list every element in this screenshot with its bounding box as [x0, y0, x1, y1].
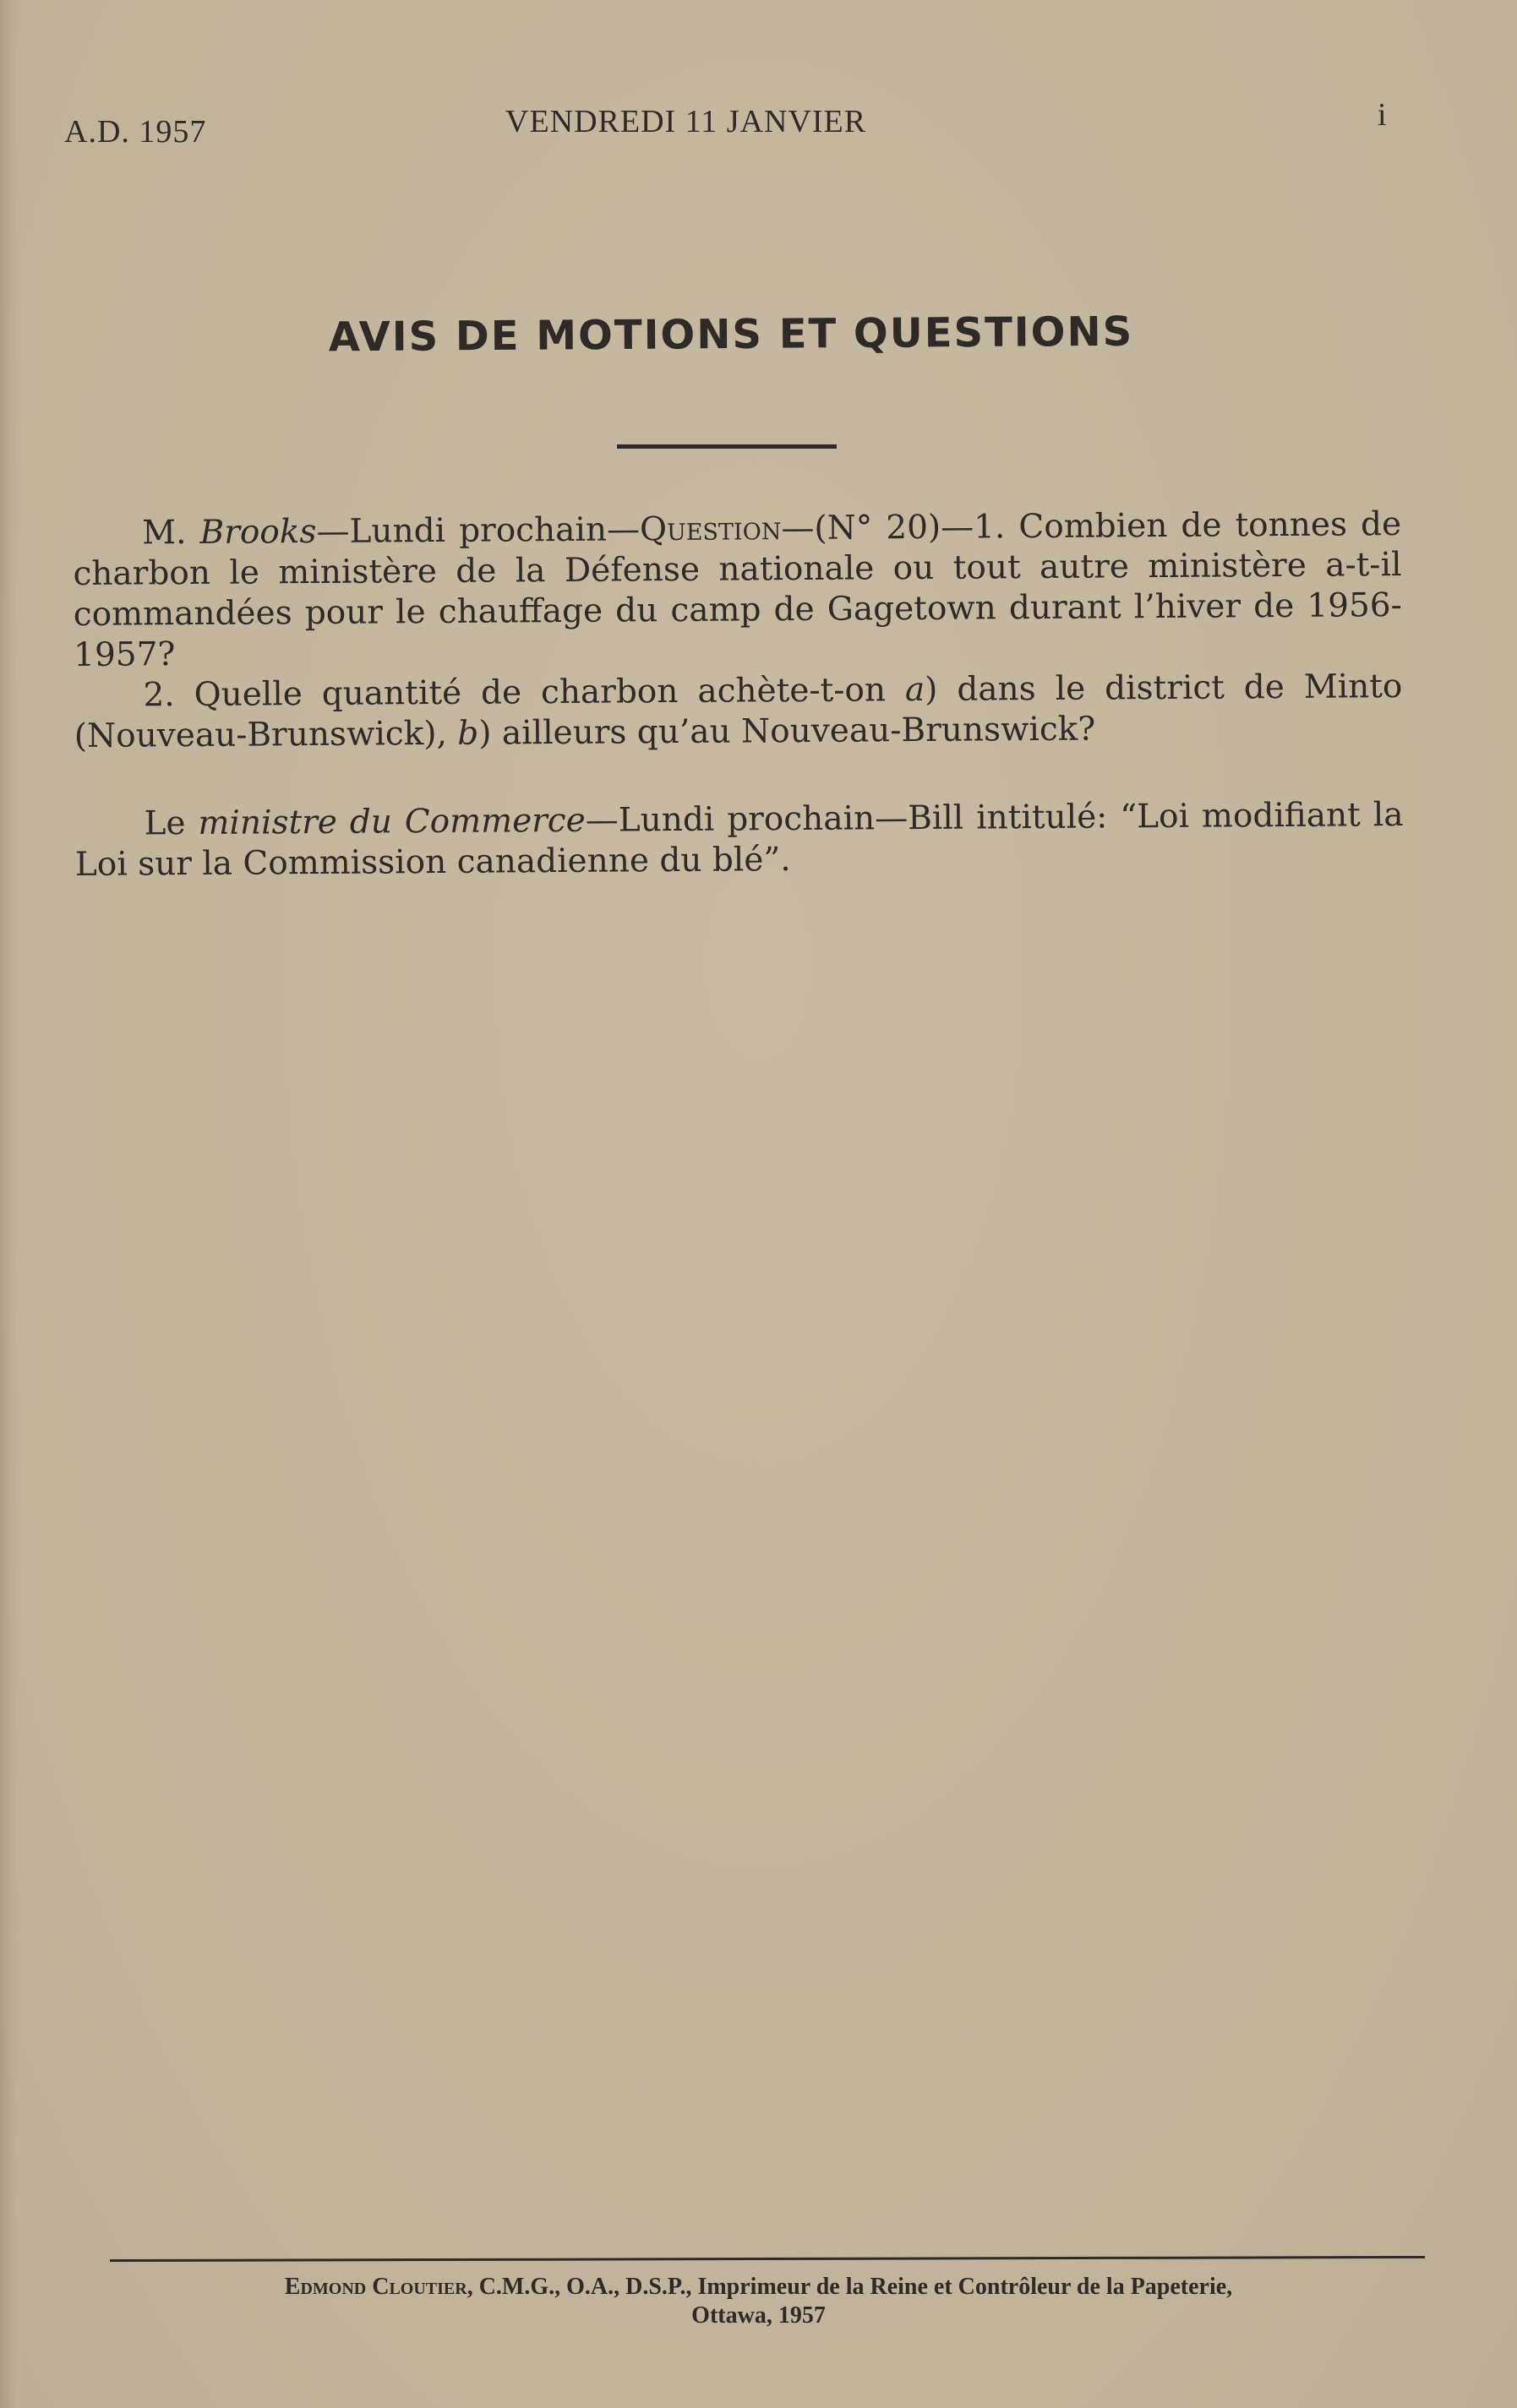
- notice-minister-bill: [74, 795, 1404, 885]
- page-header: [0, 97, 1517, 154]
- notice-brooks-part2: [74, 667, 1403, 757]
- notice2-prefix: Le: [144, 804, 199, 843]
- header-date: VENDREDI 11 JANVIER: [505, 104, 867, 139]
- printer-name: Edmond Cloutier: [284, 2274, 467, 2300]
- notice1-question-word: Question: [639, 509, 782, 549]
- header-year: A.D. 1957: [64, 114, 207, 150]
- printer-titles: , C.M.G., O.A., D.S.P., Imprimeur de la Reine et Contrôleur de la Papeterie,: [467, 2274, 1233, 2300]
- notice-brooks-question: [73, 504, 1402, 676]
- notice1-part2-a: 2. Quelle quantité de charbon achète-t-on: [143, 671, 906, 715]
- notice1-text: —(N° 20)—1. Combien de tonnes de charbon le ministère de la Défense nationale ou tout autre ministère a-t-il commandées pour le chauffage du camp de Gagetown durant l’hiver de 1956-1957?: [73, 505, 1402, 674]
- header-page-number: i: [1378, 97, 1388, 133]
- title-divider: [617, 444, 837, 449]
- imprint-line-1: [0, 2273, 1517, 2302]
- footer-divider: [110, 2256, 1425, 2262]
- notice1-member-name: Brooks: [199, 512, 317, 552]
- notice1-part2-b: ) dans le district de Minto (Nouveau-Brunswick),: [74, 667, 1403, 755]
- notice1-part2-a-letter: a: [904, 670, 925, 710]
- notice1-part2-c: ) ailleurs qu’au Nouveau-Brunswick?: [478, 710, 1096, 753]
- printer-imprint: [0, 2273, 1517, 2330]
- notice2-text: —Lundi prochain—Bill intitulé: “Loi modifiant la Loi sur la Commission canadienne du blé”.: [74, 796, 1404, 884]
- notice1-when: —Lundi prochain—: [316, 510, 641, 551]
- notices-body: [73, 504, 1404, 885]
- imprint-line-2: Ottawa, 1957: [691, 2302, 826, 2329]
- notice1-part2-b-letter: b: [457, 714, 479, 753]
- notice1-prefix: M.: [142, 513, 200, 553]
- page-title: AVIS DE MOTIONS ET QUESTIONS: [328, 308, 1134, 362]
- notice2-minister: ministre du Commerce: [198, 801, 586, 842]
